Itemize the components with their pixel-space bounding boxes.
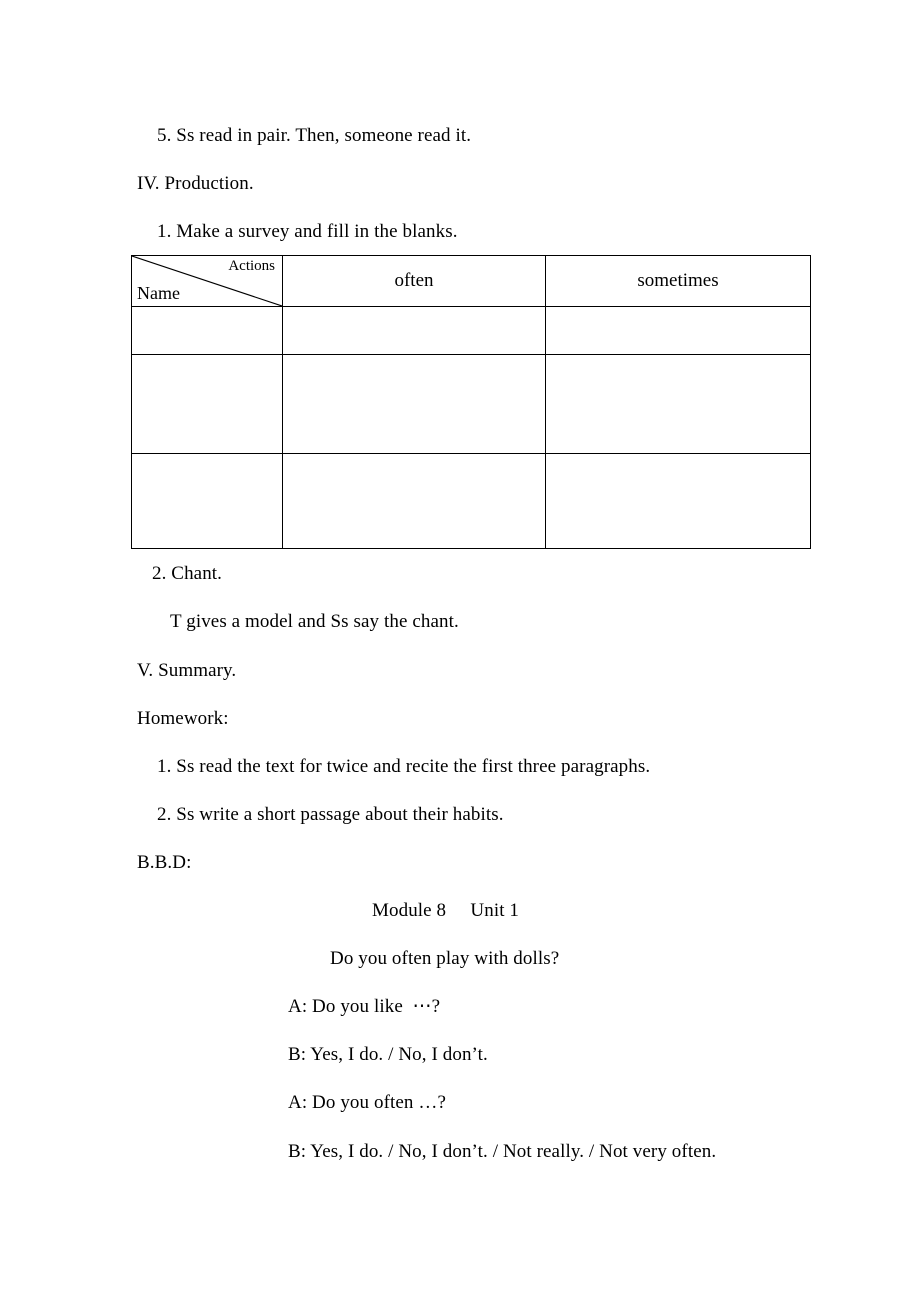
section-heading-summary: V. Summary. (137, 660, 237, 681)
dialogue-line-b2: B: Yes, I do. / No, I don’t. / Not really. / Not very often. (288, 1141, 717, 1162)
body-line-chant-detail: T gives a model and Ss say the chant. (170, 611, 459, 632)
cell-name[interactable] (132, 355, 283, 454)
table-header-row (132, 256, 811, 307)
table-header-often: often (283, 256, 546, 307)
cell-sometimes[interactable] (546, 355, 811, 454)
cell-often[interactable] (283, 307, 546, 355)
cell-name[interactable] (132, 454, 283, 549)
table-row[interactable] (132, 307, 811, 355)
dialogue-line-a1: A: Do you like ⋯? (288, 996, 441, 1017)
cell-name[interactable] (132, 307, 283, 355)
section-heading-homework: Homework: (137, 708, 229, 729)
section-heading-bbd: B.B.D: (137, 852, 192, 873)
dialogue-line-b1: B: Yes, I do. / No, I don’t. (288, 1044, 488, 1065)
table-corner-cell (132, 256, 283, 307)
section-heading-production: IV. Production. (137, 173, 254, 194)
survey-table (131, 255, 811, 549)
dialogue-line-a2: A: Do you often …? (288, 1092, 446, 1113)
cell-often[interactable] (283, 355, 546, 454)
bbd-subheading: Do you often play with dolls? (330, 948, 560, 969)
body-line-step-5: 5. Ss read in pair. Then, someone read it. (157, 125, 472, 146)
homework-item-1: 1. Ss read the text for twice and recite the first three paragraphs. (157, 756, 651, 777)
table-header-sometimes: sometimes (546, 256, 811, 307)
body-line-chant: 2. Chant. (152, 563, 223, 584)
corner-label-actions: Actions (228, 258, 275, 274)
homework-item-2: 2. Ss write a short passage about their habits. (157, 804, 504, 825)
cell-sometimes[interactable] (546, 454, 811, 549)
bbd-heading: Module 8 Unit 1 (372, 900, 520, 921)
cell-often[interactable] (283, 454, 546, 549)
table-row[interactable] (132, 454, 811, 549)
corner-label-name: Name (137, 283, 180, 303)
body-line-make-survey: 1. Make a survey and fill in the blanks. (157, 221, 458, 242)
table-row[interactable] (132, 355, 811, 454)
cell-sometimes[interactable] (546, 307, 811, 355)
